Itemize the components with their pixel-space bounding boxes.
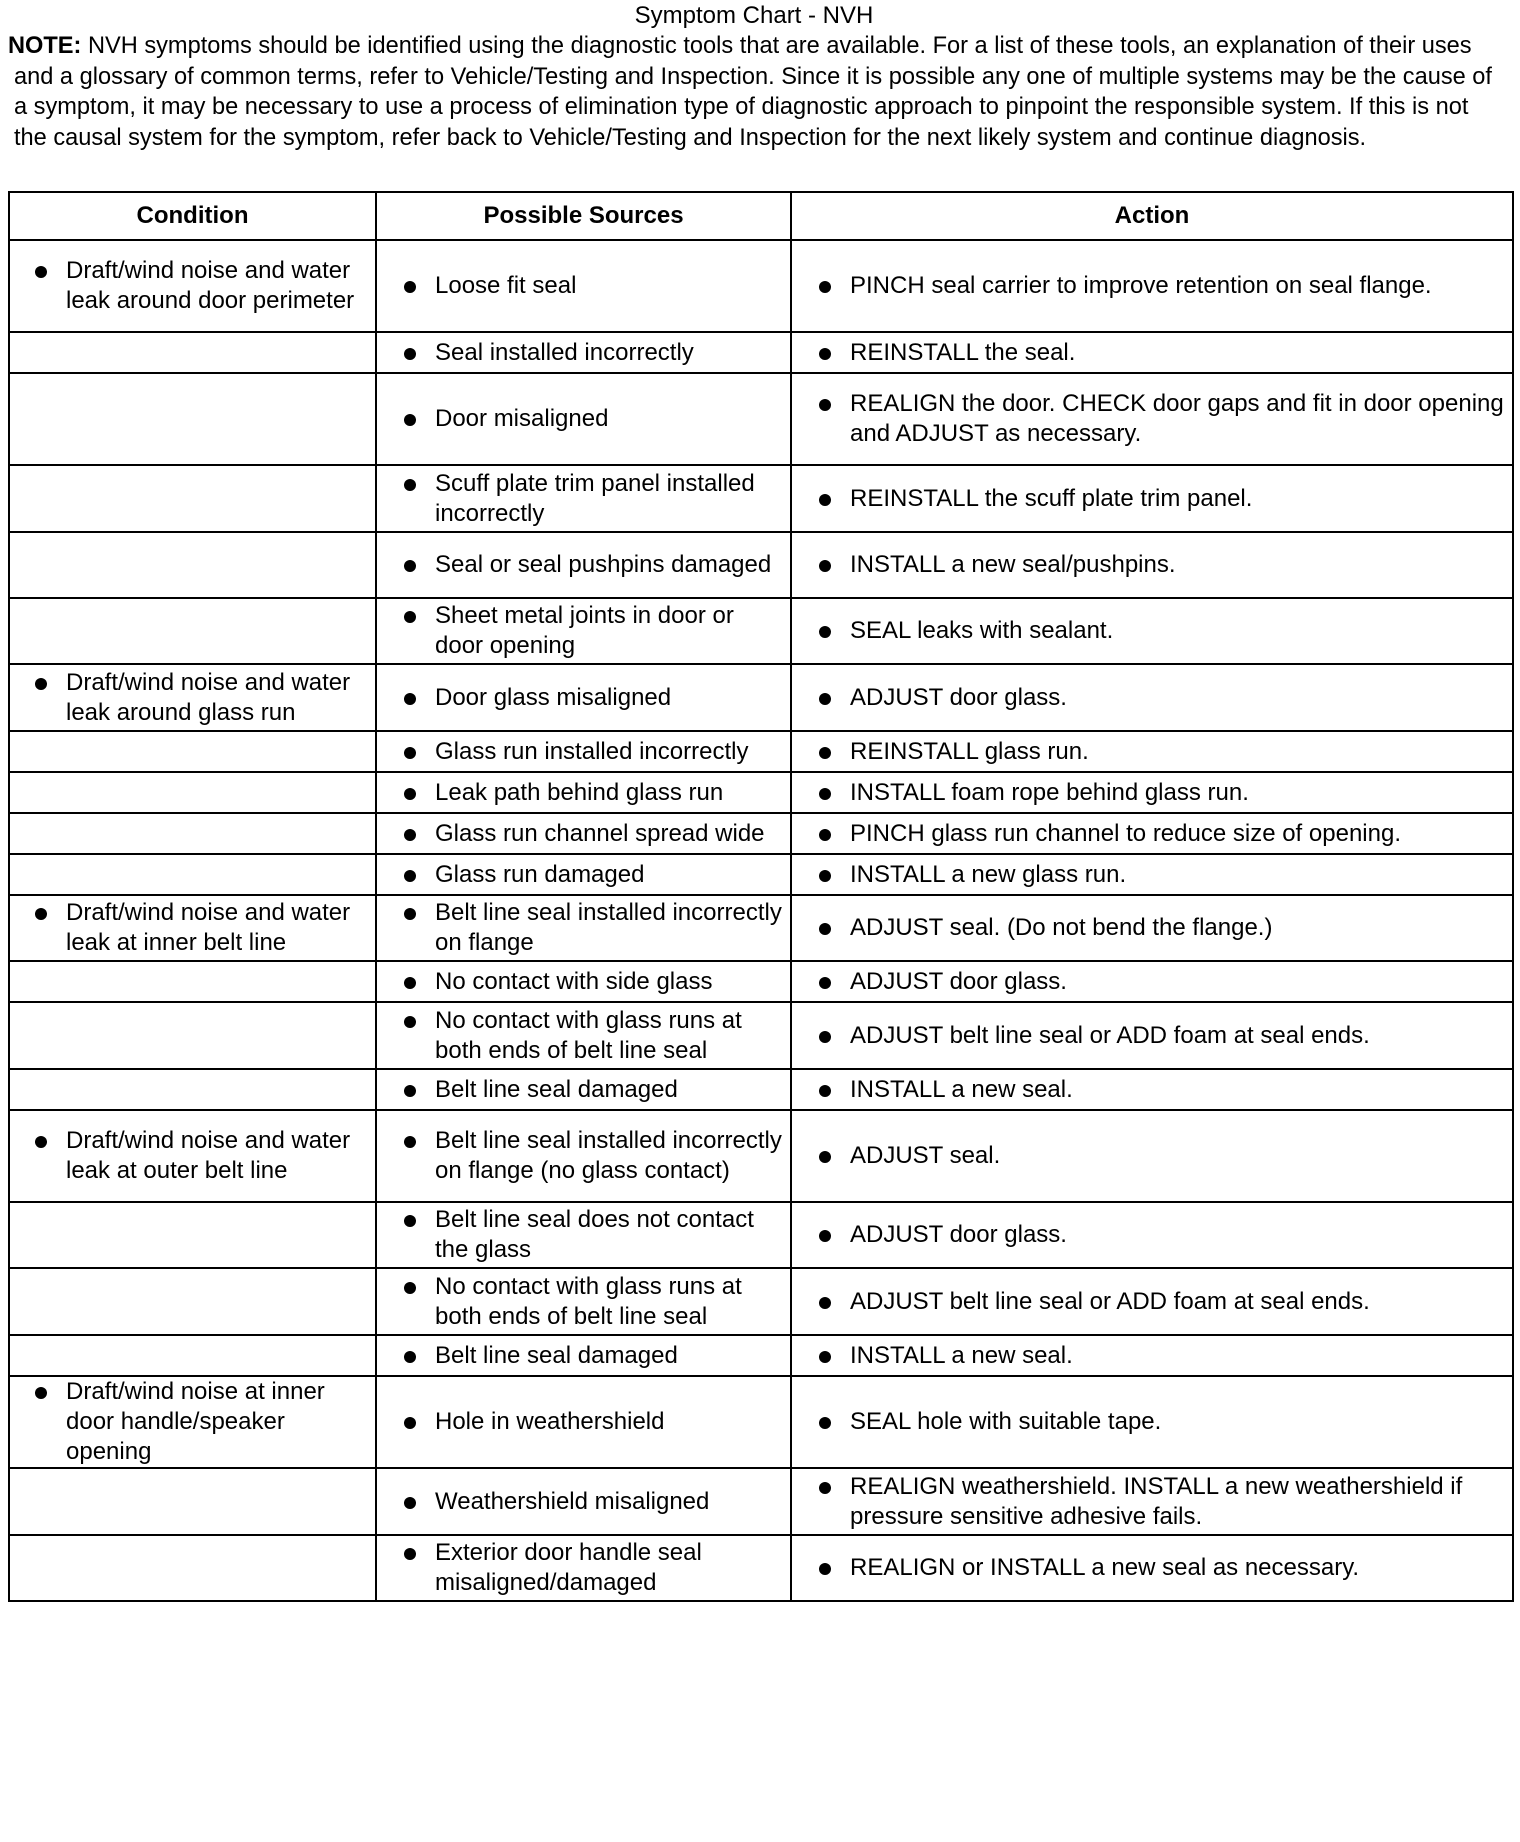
action-cell <box>791 373 1513 465</box>
condition-cell <box>9 465 376 532</box>
possible-source-cell <box>376 240 791 332</box>
possible-source-cell <box>376 895 791 961</box>
bullet-icon <box>404 908 416 920</box>
action-cell-text: REINSTALL the scuff plate trim panel. <box>850 484 1253 512</box>
table-row <box>9 772 1513 813</box>
bullet-icon <box>819 1230 831 1242</box>
possible-source-cell-text: Loose fit seal <box>435 272 577 299</box>
bullet-icon <box>404 1136 416 1148</box>
possible-source-cell <box>376 1002 791 1069</box>
bullet-icon <box>819 747 831 759</box>
possible-source-cell-text: Belt line seal does not contact the glass <box>435 1206 754 1263</box>
bullet-icon <box>35 266 47 278</box>
table-row <box>9 465 1513 532</box>
bullet-icon <box>35 1136 47 1148</box>
condition-cell <box>9 598 376 664</box>
action-cell-text: INSTALL a new seal. <box>850 1341 1073 1369</box>
condition-cell <box>9 1110 376 1202</box>
possible-source-cell <box>376 532 791 598</box>
action-cell-text: INSTALL a new seal. <box>850 1075 1073 1103</box>
symptom-table <box>8 191 1514 1602</box>
possible-source-cell <box>376 1202 791 1268</box>
action-cell <box>791 1110 1513 1202</box>
bullet-icon <box>404 281 416 293</box>
possible-source-cell-text: Seal or seal pushpins damaged <box>435 551 772 578</box>
possible-source-cell <box>376 731 791 772</box>
possible-source-cell <box>376 1268 791 1335</box>
table-row <box>9 1268 1513 1335</box>
condition-cell <box>9 1335 376 1376</box>
bullet-icon <box>404 479 416 491</box>
bullet-icon <box>819 1151 831 1163</box>
possible-source-cell <box>376 813 791 854</box>
action-cell-text: ADJUST belt line seal or ADD foam at seal ends. <box>850 1287 1370 1315</box>
possible-source-cell <box>376 1468 791 1535</box>
header-possible-sources: Possible Sources <box>376 192 791 240</box>
condition-cell <box>9 240 376 332</box>
bullet-icon <box>404 1497 416 1509</box>
condition-cell <box>9 1535 376 1601</box>
possible-source-cell-text: Seal installed incorrectly <box>435 338 694 366</box>
possible-source-cell-text: Door glass misaligned <box>435 683 672 711</box>
action-cell <box>791 1268 1513 1335</box>
condition-cell-text: Draft/wind noise and water leak around glass run <box>66 668 351 726</box>
action-cell-text: PINCH seal carrier to improve retention on seal flange. <box>850 272 1432 299</box>
action-cell-text: REINSTALL the seal. <box>850 338 1076 366</box>
action-cell-text: ADJUST belt line seal or ADD foam at seal ends. <box>850 1021 1370 1049</box>
action-cell-text: ADJUST seal. <box>850 1142 1001 1169</box>
bullet-icon <box>404 747 416 759</box>
bullet-icon <box>819 829 831 841</box>
action-cell <box>791 854 1513 895</box>
action-cell-text: INSTALL a new glass run. <box>850 860 1127 888</box>
bullet-icon <box>819 1482 831 1494</box>
possible-source-cell <box>376 1110 791 1202</box>
possible-source-cell-text: Glass run channel spread wide <box>435 819 765 847</box>
note-paragraph <box>8 31 1500 183</box>
action-cell <box>791 1376 1513 1468</box>
bullet-icon <box>819 281 831 293</box>
condition-cell <box>9 1468 376 1535</box>
action-cell <box>791 532 1513 598</box>
possible-source-cell <box>376 1376 791 1468</box>
bullet-icon <box>404 977 416 989</box>
bullet-icon <box>819 1085 831 1097</box>
bullet-icon <box>819 977 831 989</box>
condition-cell <box>9 1202 376 1268</box>
condition-cell-text: Draft/wind noise and water leak around door perimeter <box>66 257 355 314</box>
action-cell <box>791 1335 1513 1376</box>
condition-cell <box>9 1069 376 1110</box>
action-cell <box>791 1202 1513 1268</box>
action-cell <box>791 772 1513 813</box>
table-body <box>9 240 1513 1601</box>
possible-source-cell-text: Hole in weathershield <box>435 1408 665 1435</box>
possible-source-cell-text: Leak path behind glass run <box>435 778 724 806</box>
possible-source-cell-text: Door misaligned <box>435 405 609 432</box>
table-row <box>9 1069 1513 1110</box>
action-cell <box>791 240 1513 332</box>
bullet-icon <box>819 1417 831 1429</box>
bullet-icon <box>819 494 831 506</box>
bullet-icon <box>35 908 47 920</box>
condition-cell <box>9 895 376 961</box>
possible-source-cell <box>376 1335 791 1376</box>
table-row <box>9 961 1513 1002</box>
possible-source-cell <box>376 1069 791 1110</box>
possible-source-cell <box>376 961 791 1002</box>
note-text: NVH symptoms should be identified using the diagnostic tools that are available. For a list of these tools, an explanation of their uses and a glossary of common terms, refer to Vehicle/Testing and Inspection. Since it is possible any one of multiple systems may be the cause of a symptom, it may be necessary to use a process of elimination type of diagnostic approach to pinpoint the responsible system. If this is not the causal system for the symptom, refer back to Vehicle/Testing and Inspection for the next likely system and continue diagnosis. <box>14 33 1492 151</box>
bullet-icon <box>819 1351 831 1363</box>
possible-source-cell <box>376 332 791 373</box>
bullet-icon <box>404 829 416 841</box>
bullet-icon <box>404 1417 416 1429</box>
bullet-icon <box>404 870 416 882</box>
bullet-icon <box>819 1297 831 1309</box>
bullet-icon <box>404 1215 416 1227</box>
action-cell-text: ADJUST door glass. <box>850 683 1067 711</box>
possible-source-cell <box>376 465 791 532</box>
condition-cell <box>9 813 376 854</box>
table-row <box>9 895 1513 961</box>
condition-cell <box>9 961 376 1002</box>
bullet-icon <box>35 1387 47 1399</box>
action-cell <box>791 813 1513 854</box>
bullet-icon <box>819 1563 831 1575</box>
possible-source-cell-text: Scuff plate trim panel installed incorrectly <box>435 469 755 527</box>
condition-cell <box>9 1268 376 1335</box>
bullet-icon <box>404 414 416 426</box>
action-cell <box>791 731 1513 772</box>
possible-source-cell-text: Glass run installed incorrectly <box>435 737 749 765</box>
bullet-icon <box>819 923 831 935</box>
bullet-icon <box>404 611 416 623</box>
header-action: Action <box>791 192 1513 240</box>
possible-source-cell-text: Belt line seal damaged <box>435 1075 678 1103</box>
action-cell-text: REALIGN the door. CHECK door gaps and fit in door opening and ADJUST as necessary. <box>850 390 1504 447</box>
table-row <box>9 1468 1513 1535</box>
table-row <box>9 332 1513 373</box>
action-cell <box>791 895 1513 961</box>
action-cell-text: SEAL hole with suitable tape. <box>850 1408 1162 1435</box>
bullet-icon <box>404 1548 416 1560</box>
bullet-icon <box>819 626 831 638</box>
action-cell-text: ADJUST door glass. <box>850 1221 1067 1248</box>
bullet-icon <box>819 788 831 800</box>
possible-source-cell <box>376 1535 791 1601</box>
bullet-icon <box>404 348 416 360</box>
bullet-icon <box>819 560 831 572</box>
possible-source-cell <box>376 373 791 465</box>
condition-cell <box>9 731 376 772</box>
possible-source-cell <box>376 664 791 731</box>
possible-source-cell <box>376 854 791 895</box>
table-row <box>9 731 1513 772</box>
bullet-icon <box>819 693 831 705</box>
condition-cell-text: Draft/wind noise at inner door handle/speaker opening <box>66 1378 325 1465</box>
note-label: NOTE: <box>8 33 82 59</box>
table-row <box>9 240 1513 332</box>
possible-source-cell-text: Belt line seal damaged <box>435 1341 678 1369</box>
action-cell-text: REINSTALL glass run. <box>850 737 1089 765</box>
bullet-icon <box>404 1016 416 1028</box>
header-condition: Condition <box>9 192 376 240</box>
action-cell-text: ADJUST door glass. <box>850 967 1067 995</box>
bullet-icon <box>404 1282 416 1294</box>
bullet-icon <box>35 678 47 690</box>
condition-cell <box>9 373 376 465</box>
bullet-icon <box>404 693 416 705</box>
condition-cell-text: Draft/wind noise and water leak at outer belt line <box>66 1127 351 1184</box>
action-cell <box>791 1468 1513 1535</box>
action-cell-text: INSTALL foam rope behind glass run. <box>850 778 1249 806</box>
condition-cell <box>9 1376 376 1468</box>
table-row <box>9 532 1513 598</box>
condition-cell <box>9 772 376 813</box>
condition-cell <box>9 332 376 373</box>
action-cell <box>791 332 1513 373</box>
condition-cell <box>9 664 376 731</box>
bullet-icon <box>819 399 831 411</box>
possible-source-cell-text: Sheet metal joints in door or door opening <box>435 602 734 659</box>
possible-source-cell-text: No contact with glass runs at both ends of belt line seal <box>435 1006 742 1064</box>
condition-cell <box>9 532 376 598</box>
bullet-icon <box>819 348 831 360</box>
possible-source-cell <box>376 772 791 813</box>
bullet-icon <box>404 1351 416 1363</box>
action-cell <box>791 465 1513 532</box>
action-cell-text: REALIGN weathershield. INSTALL a new weathershield if pressure sensitive adhesive fails. <box>850 1472 1463 1530</box>
action-cell <box>791 961 1513 1002</box>
condition-cell-text: Draft/wind noise and water leak at inner belt line <box>66 899 351 956</box>
possible-source-cell-text: No contact with side glass <box>435 967 713 995</box>
page-title: Symptom Chart - NVH <box>634 2 874 29</box>
table-row <box>9 1002 1513 1069</box>
possible-source-cell-text: Belt line seal installed incorrectly on flange <box>435 899 782 956</box>
possible-source-cell-text: No contact with glass runs at both ends of belt line seal <box>435 1272 742 1330</box>
possible-source-cell-text: Belt line seal installed incorrectly on flange (no glass contact) <box>435 1127 782 1184</box>
action-cell-text: SEAL leaks with sealant. <box>850 617 1114 644</box>
possible-source-cell <box>376 598 791 664</box>
bullet-icon <box>404 560 416 572</box>
action-cell <box>791 598 1513 664</box>
action-cell-text: PINCH glass run channel to reduce size of opening. <box>850 819 1401 847</box>
bullet-icon <box>819 870 831 882</box>
condition-cell <box>9 854 376 895</box>
action-cell <box>791 1069 1513 1110</box>
table-row <box>9 373 1513 465</box>
condition-cell <box>9 1002 376 1069</box>
possible-source-cell-text: Exterior door handle seal misaligned/damaged <box>435 1539 702 1596</box>
table-row <box>9 1535 1513 1601</box>
table-row <box>9 813 1513 854</box>
action-cell <box>791 1002 1513 1069</box>
action-cell <box>791 664 1513 731</box>
table-row <box>9 1335 1513 1376</box>
action-cell-text: ADJUST seal. (Do not bend the flange.) <box>850 914 1273 941</box>
action-cell-text: INSTALL a new seal/pushpins. <box>850 551 1176 578</box>
action-cell <box>791 1535 1513 1601</box>
possible-source-cell-text: Glass run damaged <box>435 860 645 888</box>
table-row <box>9 1376 1513 1468</box>
table-row <box>9 598 1513 664</box>
table-row <box>9 664 1513 731</box>
table-header-row <box>9 192 1513 240</box>
bullet-icon <box>819 1031 831 1043</box>
possible-source-cell-text: Weathershield misaligned <box>435 1487 710 1515</box>
bullet-icon <box>404 1085 416 1097</box>
bullet-icon <box>404 788 416 800</box>
table-row <box>9 1202 1513 1268</box>
action-cell-text: REALIGN or INSTALL a new seal as necessary. <box>850 1554 1360 1581</box>
table-row <box>9 1110 1513 1202</box>
table-row <box>9 854 1513 895</box>
